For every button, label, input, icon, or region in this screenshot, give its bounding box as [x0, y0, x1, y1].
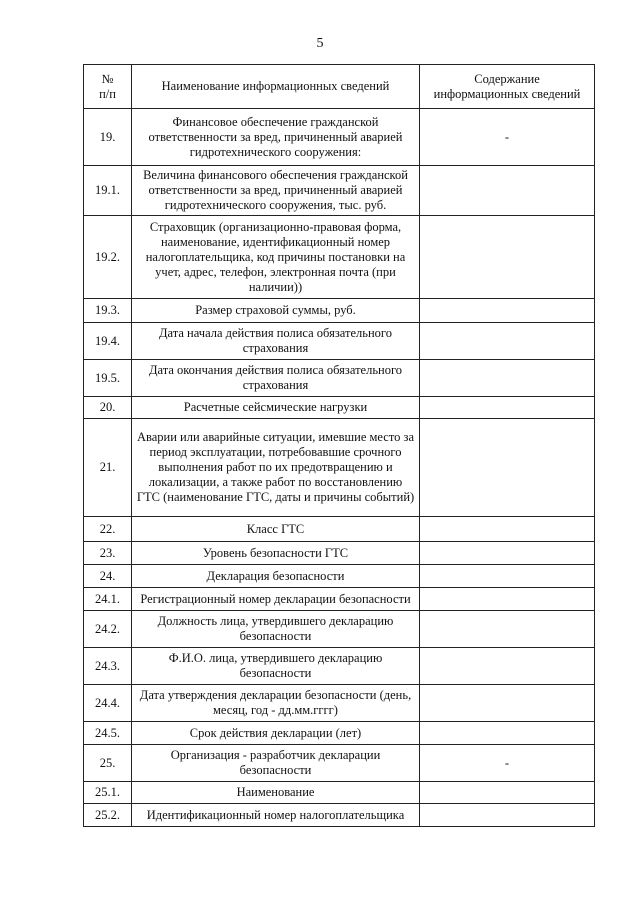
- cell-num: 24.3.: [84, 648, 132, 685]
- cell-num: 21.: [84, 419, 132, 517]
- cell-name: Ф.И.О. лица, утвердившего декларацию безопасности: [132, 648, 420, 685]
- cell-content: [420, 804, 595, 827]
- cell-num: 22.: [84, 517, 132, 542]
- cell-name: Размер страховой суммы, руб.: [132, 299, 420, 323]
- cell-num: 19.5.: [84, 360, 132, 397]
- cell-num: 19.: [84, 109, 132, 166]
- header-num: [84, 65, 132, 109]
- cell-content: [420, 216, 595, 299]
- table-row: [84, 542, 595, 565]
- cell-content: [420, 588, 595, 611]
- cell-num: 25.: [84, 745, 132, 782]
- cell-num: 24.5.: [84, 722, 132, 745]
- cell-name: Дата утверждения декларации безопасности (день, месяц, год - дд.мм.гггг): [132, 685, 420, 722]
- cell-content: [420, 360, 595, 397]
- cell-num: 20.: [84, 397, 132, 419]
- cell-name: Страховщик (организационно-правовая форма, наименование, идентификационный номер налогоплательщика, код причины постановки на учет, адрес, телефон, электронная почта (при наличии)): [132, 216, 420, 299]
- cell-num: 19.3.: [84, 299, 132, 323]
- cell-num: 19.4.: [84, 323, 132, 360]
- table-row: [84, 588, 595, 611]
- table-row: [84, 722, 595, 745]
- table-row: [84, 397, 595, 419]
- cell-name: Дата начала действия полиса обязательного страхования: [132, 323, 420, 360]
- info-table: [83, 64, 595, 827]
- cell-content: -: [420, 109, 595, 166]
- table-row: [84, 565, 595, 588]
- cell-content: [420, 782, 595, 804]
- table-row: [84, 745, 595, 782]
- cell-num: 19.2.: [84, 216, 132, 299]
- table-row: [84, 299, 595, 323]
- header-name: Наименование информационных сведений: [132, 65, 420, 109]
- table-row: [84, 804, 595, 827]
- cell-name: Идентификационный номер налогоплательщика: [132, 804, 420, 827]
- cell-content: [420, 517, 595, 542]
- table-row: [84, 782, 595, 804]
- cell-name: Аварии или аварийные ситуации, имевшие место за период эксплуатации, потребовавшие срочного выполнения работ по их предотвращению и локализации, а также работ по восстановлению ГТС (наименование ГТС, даты и причины событий): [132, 419, 420, 517]
- cell-content: [420, 722, 595, 745]
- table-row: [84, 166, 595, 216]
- cell-name: Должность лица, утвердившего декларацию безопасности: [132, 611, 420, 648]
- cell-num: 23.: [84, 542, 132, 565]
- table-row: [84, 685, 595, 722]
- cell-content: [420, 542, 595, 565]
- table-row: [84, 109, 595, 166]
- cell-num: 19.1.: [84, 166, 132, 216]
- cell-name: Уровень безопасности ГТС: [132, 542, 420, 565]
- table-row: [84, 648, 595, 685]
- cell-name: Класс ГТС: [132, 517, 420, 542]
- cell-name: Срок действия декларации (лет): [132, 722, 420, 745]
- cell-content: [420, 419, 595, 517]
- cell-content: [420, 611, 595, 648]
- cell-name: Наименование: [132, 782, 420, 804]
- table-row: [84, 323, 595, 360]
- cell-content: [420, 565, 595, 588]
- cell-num: 24.1.: [84, 588, 132, 611]
- cell-name: Декларация безопасности: [132, 565, 420, 588]
- cell-num: 25.1.: [84, 782, 132, 804]
- cell-content: [420, 397, 595, 419]
- cell-name: Расчетные сейсмические нагрузки: [132, 397, 420, 419]
- header-content: [420, 65, 595, 109]
- cell-name: Величина финансового обеспечения гражданской ответственности за вред, причиненный аварией гидротехнического сооружения, тыс. руб.: [132, 166, 420, 216]
- cell-name: Регистрационный номер декларации безопасности: [132, 588, 420, 611]
- cell-content: [420, 299, 595, 323]
- cell-content: -: [420, 745, 595, 782]
- table-row: [84, 419, 595, 517]
- cell-content: [420, 323, 595, 360]
- cell-name: Дата окончания действия полиса обязательного страхования: [132, 360, 420, 397]
- cell-num: 24.: [84, 565, 132, 588]
- cell-content: [420, 166, 595, 216]
- header-content-text: Содержание информационных сведений: [433, 71, 581, 101]
- header-row: [84, 65, 595, 109]
- page-number: 5: [316, 36, 324, 51]
- cell-num: 25.2.: [84, 804, 132, 827]
- cell-content: [420, 648, 595, 685]
- table-row: [84, 611, 595, 648]
- table-row: [84, 517, 595, 542]
- cell-name: Организация - разработчик декларации безопасности: [132, 745, 420, 782]
- header-num-text: № п/п: [99, 71, 116, 101]
- cell-content: [420, 685, 595, 722]
- cell-num: 24.4.: [84, 685, 132, 722]
- cell-name: Финансовое обеспечение гражданской ответственности за вред, причиненный аварией гидротехнического сооружения:: [132, 109, 420, 166]
- table-row: [84, 216, 595, 299]
- cell-num: 24.2.: [84, 611, 132, 648]
- table-row: [84, 360, 595, 397]
